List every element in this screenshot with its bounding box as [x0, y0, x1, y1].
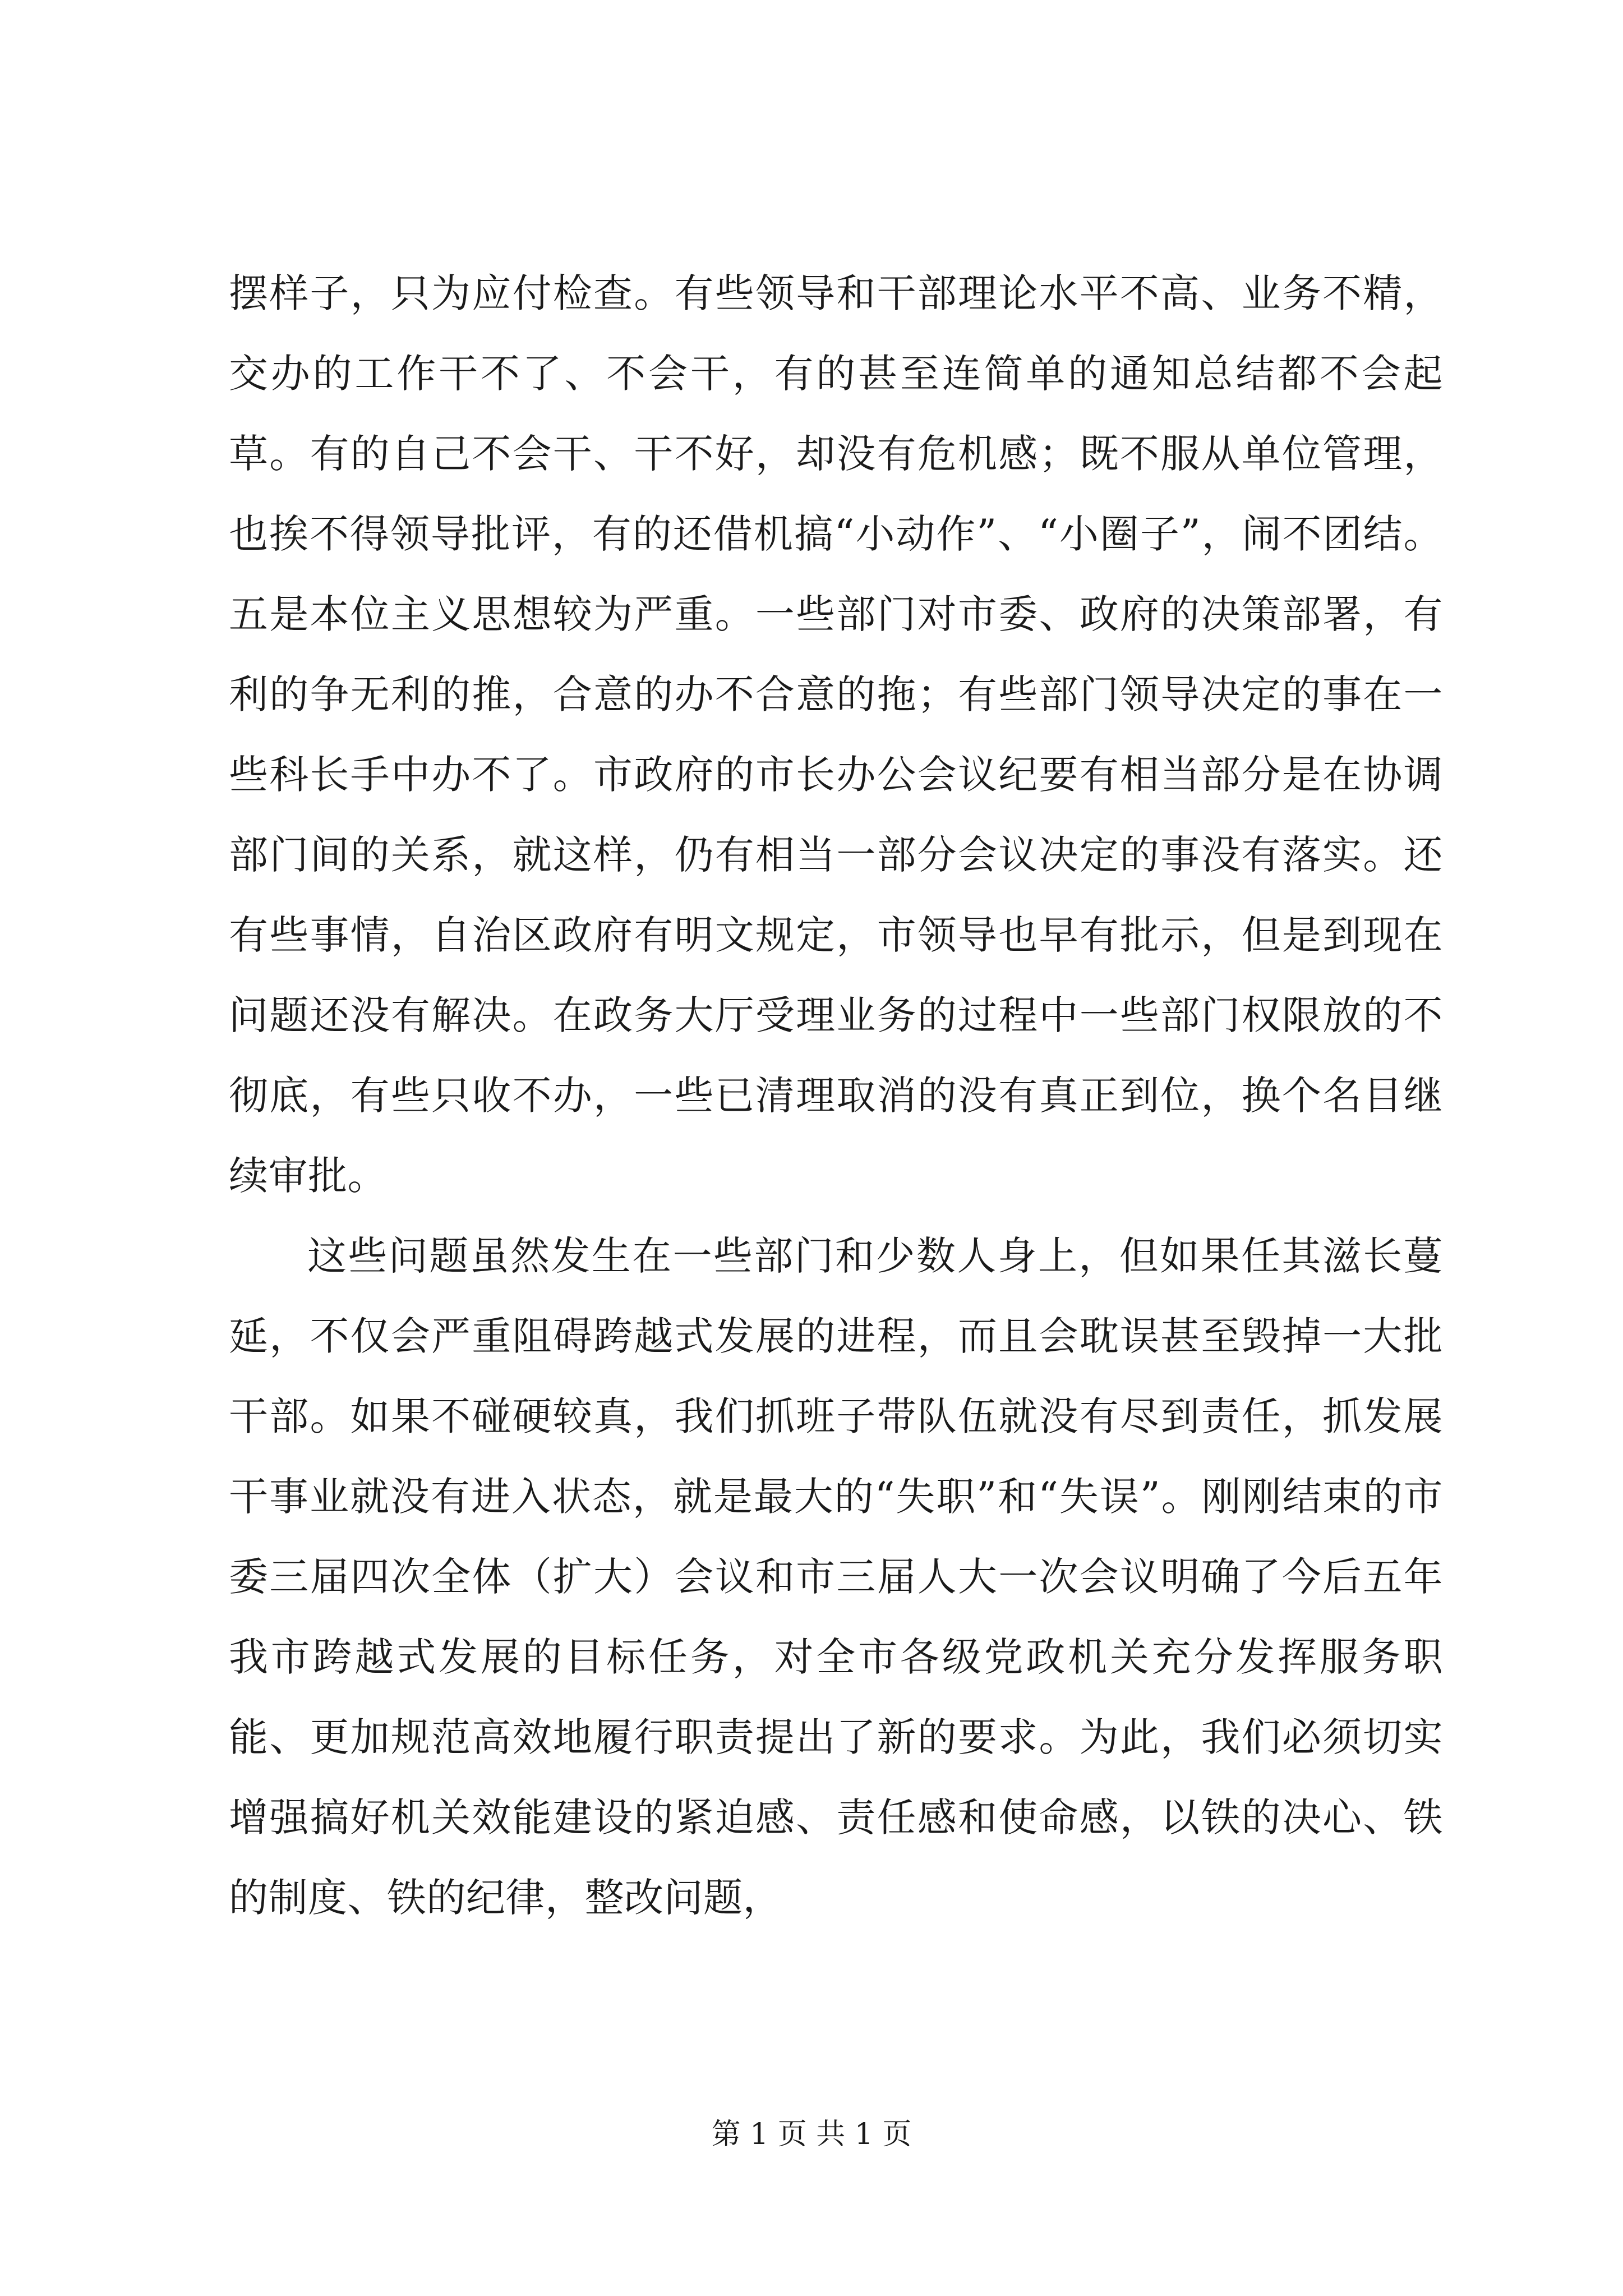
page-footer: 第 1 页 共 1 页: [711, 2118, 912, 2151]
paragraph-1: 摆样子，只为应付检查。有些领导和干部理论水平不高、业务不精，交办的工作干不了、不会干，有的甚至连简单的通知总结都不会起草。有的自己不会干、干不好，却没有危机感；既不服从单位管理，也挨不得领导批评，有的还借机搞“小动作”、“小圈子”，闹不团结。五是本位主义思想较为严重。一些部门对市委、政府的决策部署，有利的争无利的推，合意的办不合意的拖；有些部门领导决定的事在一些科长手中办不了。市政府的市长办公会议纪要有相当部分是在协调部门间的关系，就这样，仍有相当一部分会议决定的事没有落实。还有些事情，自治区政府有明文规定，市领导也早有批示，但是到现在问题还没有解决。在政务大厅受理业务的过程中一些部门权限放的不彻底，有些只收不办，一些已清理取消的没有真正到位，换个名目继续审批。: [229, 270, 1443, 1199]
document-body: [229, 254, 1443, 1938]
paragraph-2: 这些问题虽然发生在一些部门和少数人身上，但如果任其滋长蔓延，不仅会严重阻碍跨越式发展的进程，而且会耽误甚至毁掉一大批干部。如果不碰硬较真，我们抓班子带队伍就没有尽到责任，抓发展干事业就没有进入状态，就是最大的“失职”和“失误”。刚刚结束的市委三届四次全体（扩大）会议和市三届人大一次会议明确了今后五年我市跨越式发展的目标任务，对全市各级党政机关充分发挥服务职能、更加规范高效地履行职责提出了新的要求。为此，我们必须切实增强搞好机关效能建设的紧迫感、责任感和使命感，以铁的决心、铁的制度、铁的纪律，整改问题，: [229, 1233, 1443, 1921]
